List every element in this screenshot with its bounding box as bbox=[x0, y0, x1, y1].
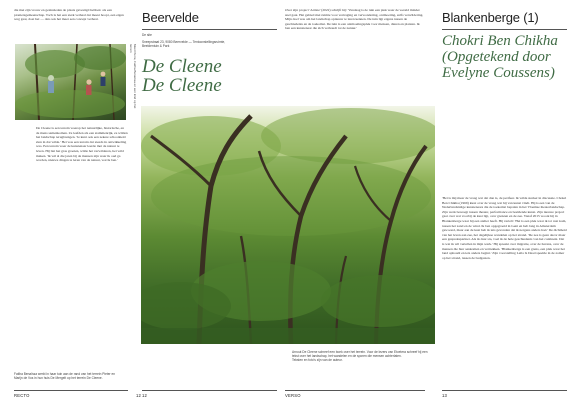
left-body-text: De Cleene is een terrein waarop het natuurlijke, historische, en de mens samenkomen. Ze leefden als een stammenrijk, ze wilden het landschap terugbrengen. 'Je kunt ook een zekere schoonheid zien in dat wilde.' Het was een terrein dat steeds in ontwikkeling was. Een terrein waar de kunstenaar leerde met de natuur te leven. Hij liet het gras groeien, wilde het verwilderen, het wild maken. 'Ik wil al die jaren bij de mensen zijn waar ik oud ga worden, nieuwe dingen te leren van de natuur, wat ik ben.' bbox=[36, 126, 129, 163]
footer-page-middle: 12 bbox=[142, 393, 148, 398]
script-title-1: De Cleene bbox=[142, 56, 222, 77]
footer-verso: VERSO bbox=[285, 393, 301, 398]
right-header-rule bbox=[442, 29, 567, 30]
middle-header-rule bbox=[142, 29, 277, 30]
right-script-title: Chokri Ben Chikha (Opgetekend door Evelyne Coussens) bbox=[442, 33, 558, 81]
middle-label: De site bbox=[142, 33, 152, 37]
verso-footer-rule bbox=[285, 390, 425, 391]
beervelde-section-title: Beervelde bbox=[142, 10, 199, 25]
forest-figures-illustration bbox=[15, 44, 126, 120]
footer-page-right: 13 bbox=[442, 393, 448, 398]
script-title-2: De Cleene bbox=[142, 75, 222, 96]
right-footer-rule bbox=[442, 390, 567, 391]
middle-photo-caption: Arnout De Cleene schreef een boek over het terrein. Voor de lezers van Etcetera schreef hij een tekst over het landschap, het wandelen en de sporen die mensen achterlaten. Teksten en foto's zijn van de auteur. bbox=[292, 350, 428, 362]
left-intro-text: die met zijn vrouw en gezinsleden de plaats gevestigd hebben: als een pioniersgemeenschap. Toch is het een sterk verhaal dat meest hoopt, een eigen weg gaat, doet het — dan ook het meer een concept verhaal. bbox=[14, 8, 125, 22]
middle-footer-rule bbox=[142, 390, 277, 391]
forest-main-photo bbox=[141, 106, 435, 344]
footer-recto: RECTO bbox=[14, 393, 30, 398]
right-body-text: 'Het is mij meer de vraag wat dat dan is, de perifeer. Ik wilde sterker in discussie. Chokri Ben Chikha (1969) kiest over de vraag wat hij van kunst vindt. Hij is een van de Nederlandstalige kunstenaars die de toekomst bepalen in het Vlaamse theaterlandschap. Zijn werk beweegt tussen theater, performance en beeldende kunst. Zijn nieuwe project gaat over wat voorbij de kust ligt, over grenzen en de zee. Vanaf 2015 woont hij in Blankenberge waar hij een atelier heeft. Hij vertelt: 'Het is een plek waar ik tot rust kom, tussen het zand en de wind. Ik ben opgegroeid in Gent en heb lang in Amsterdam gewoond, maar aan de kust heb ik iets gevonden dat ik nergens anders had.' De dichtheid van het leven aan zee, het dagelijkse wandelen op het strand. 'De zee is geen decor maar een gesprekspartner. Als ik daar sta, voel ik de hele geschiedenis van het continent. Dat is wat ik wil vertellen in mijn werk.' Hij spreekt over migratie, over de havens, over de mensen die hier aankomen en vertrekken. 'Blankenberge is een grens, een plek waar het land ophoudt en iets anders begint.' Zijn voorstelling Leila Is Dead speelde in de zomer op het strand, tussen de badgasten. bbox=[442, 196, 568, 260]
footer-page-left: 12 bbox=[136, 393, 142, 398]
left-photo-caption-vertical: Meet Pierre, Fatiha Benaïssa en een kind op het terrein bbox=[129, 44, 137, 110]
left-bottom-caption: Fatiha Benaïssa werkt in haar tuin aan de rand van het terrein Pieter en Marijn de Vos in hun huis De Mergelt op het terrein De Cleene. bbox=[14, 372, 116, 380]
left-footer-rule bbox=[14, 390, 128, 391]
forest-illustration bbox=[141, 106, 435, 344]
right-top-text: Over zijn project 'Artiste' (2022) schrijft hij: 'Vandaag is de tuin een plek waar de wereld minder snel gaat. Het gebied met ruimte voor vertraging en verwondering, ontmoeting, zelfs verwildering. Mijn doel was om het landschap opnieuw te leren kennen. De tuin ligt ergens tussen de geschiedenis en de toekomst. De tuin is een ontmoetingsplek voor mensen, dieren en planten. Ik ben een kunstenaar die zich verhoudt tot de natuur.' bbox=[285, 8, 425, 31]
blankenberge-section-title: Blankenberge (1) bbox=[442, 10, 539, 25]
left-top-photo bbox=[15, 44, 126, 120]
middle-meta: Sneepstraat 23, 9080 Beervelde — Tentoonstellingsruimte, Beeldentuin & Park bbox=[142, 40, 226, 48]
